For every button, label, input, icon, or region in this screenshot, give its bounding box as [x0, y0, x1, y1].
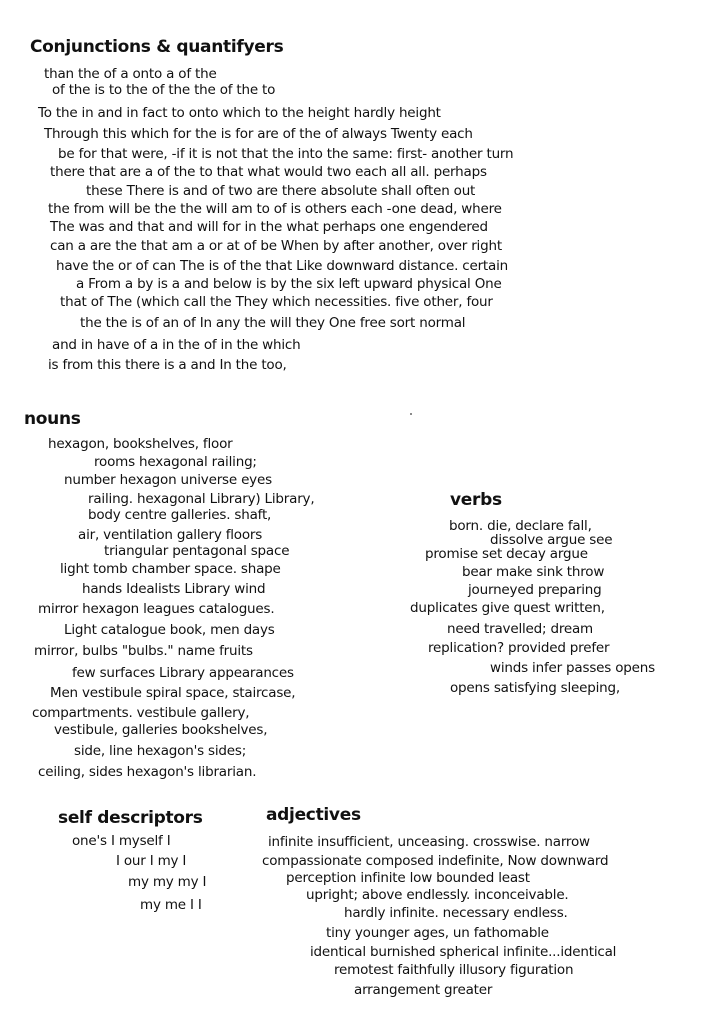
verbs-line: replication? provided prefer — [428, 640, 610, 656]
nouns-line: body centre galleries. shaft, — [88, 507, 272, 523]
nouns-line: hexagon, bookshelves, floor — [48, 436, 233, 452]
adjectives-heading: adjectives — [266, 805, 361, 825]
conjunctions-line: and in have of a in the of in the which — [52, 337, 301, 353]
verbs-heading: verbs — [450, 490, 502, 510]
conjunctions-line: is from this there is a and In the too, — [48, 357, 287, 373]
verbs-line: duplicates give quest written, — [410, 600, 605, 616]
self-descriptors-line: my my my I — [128, 874, 207, 890]
conjunctions-line: have the or of can The is of the that Like downward distance. certain — [56, 258, 508, 274]
verbs-line: need travelled; dream — [447, 621, 594, 637]
nouns-line: air, ventilation gallery floors — [78, 527, 263, 543]
adjectives-line: identical burnished spherical infinite...identical — [310, 944, 617, 960]
adjectives-line: remotest faithfully illusory figuration — [334, 962, 574, 978]
nouns-line: railing. hexagonal Library) Library, — [88, 491, 315, 507]
nouns-heading: nouns — [24, 409, 81, 429]
verbs-line: journeyed preparing — [468, 582, 602, 598]
adjectives-line: compassionate composed indefinite, Now downward — [262, 853, 609, 869]
conjunctions-line: the the is of an of In any the will they One free sort normal — [80, 315, 466, 331]
verbs-line: bear make sink throw — [462, 564, 605, 580]
self-descriptors-heading: self descriptors — [58, 808, 203, 828]
adjectives-line: hardly infinite. necessary endless. — [344, 905, 568, 921]
adjectives-line: upright; above endlessly. inconceivable. — [306, 887, 569, 903]
conjunctions-line: be for that were, -if it is not that the into the same: first- another turn — [58, 146, 514, 162]
nouns-line: Light catalogue book, men days — [64, 622, 275, 638]
nouns-line: hands Idealists Library wind — [82, 581, 266, 597]
conjunctions-line: can a are the that am a or at of be When by after another, over right — [50, 238, 502, 254]
nouns-line: ceiling, sides hexagon's librarian. — [38, 764, 257, 780]
nouns-line: side, line hexagon's sides; — [74, 743, 247, 759]
verbs-line: opens satisfying sleeping, — [450, 680, 621, 696]
adjectives-line: infinite insufficient, unceasing. crosswise. narrow — [268, 834, 590, 850]
verbs-line: promise set decay argue — [425, 546, 588, 562]
nouns-line: vestibule, galleries bookshelves, — [54, 722, 268, 738]
adjectives-line: perception infinite low bounded least — [286, 870, 530, 886]
adjectives-line: tiny younger ages, un fathomable — [326, 925, 549, 941]
nouns-line: light tomb chamber space. shape — [60, 561, 281, 577]
verbs-line: winds infer passes opens — [490, 660, 655, 676]
conjunctions-line: of the is to the of the the of the to — [52, 82, 276, 98]
nouns-line: rooms hexagonal railing; — [94, 454, 257, 470]
self-descriptors-line: my me I I — [140, 897, 202, 913]
conjunctions-line: that of The (which call the They which necessities. five other, four — [60, 294, 493, 310]
conjunctions-line: The was and that and will for in the what perhaps one engendered — [50, 219, 488, 235]
conjunctions-line: To the in and in fact to onto which to the height hardly height — [38, 105, 441, 121]
conjunctions-line: there that are a of the to that what would two each all all. perhaps — [50, 164, 487, 180]
verbs-line: born. die, declare fall, — [449, 518, 592, 534]
nouns-line: few surfaces Library appearances — [72, 665, 294, 681]
nouns-line: triangular pentagonal space — [104, 543, 290, 559]
nouns-line: compartments. vestibule gallery, — [32, 705, 250, 721]
stray-mark — [410, 413, 412, 415]
nouns-line: Men vestibule spiral space, staircase, — [50, 685, 296, 701]
conjunctions-heading: Conjunctions & quantifyers — [30, 37, 284, 57]
conjunctions-line: than the of a onto a of the — [44, 66, 217, 82]
self-descriptors-line: one's I myself I — [72, 833, 171, 849]
self-descriptors-line: I our I my I — [116, 853, 187, 869]
conjunctions-line: Through this which for the is for are of the of always Twenty each — [44, 126, 473, 142]
nouns-line: mirror hexagon leagues catalogues. — [38, 601, 275, 617]
verbs-line: dissolve argue see — [490, 532, 613, 548]
nouns-line: mirror, bulbs "bulbs." name fruits — [34, 643, 253, 659]
conjunctions-line: these There is and of two are there absolute shall often out — [86, 183, 476, 199]
conjunctions-line: a From a by is a and below is by the six left upward physical One — [76, 276, 502, 292]
adjectives-line: arrangement greater — [354, 982, 493, 998]
conjunctions-line: the from will be the the will am to of is others each -one dead, where — [48, 201, 502, 217]
nouns-line: number hexagon universe eyes — [64, 472, 272, 488]
